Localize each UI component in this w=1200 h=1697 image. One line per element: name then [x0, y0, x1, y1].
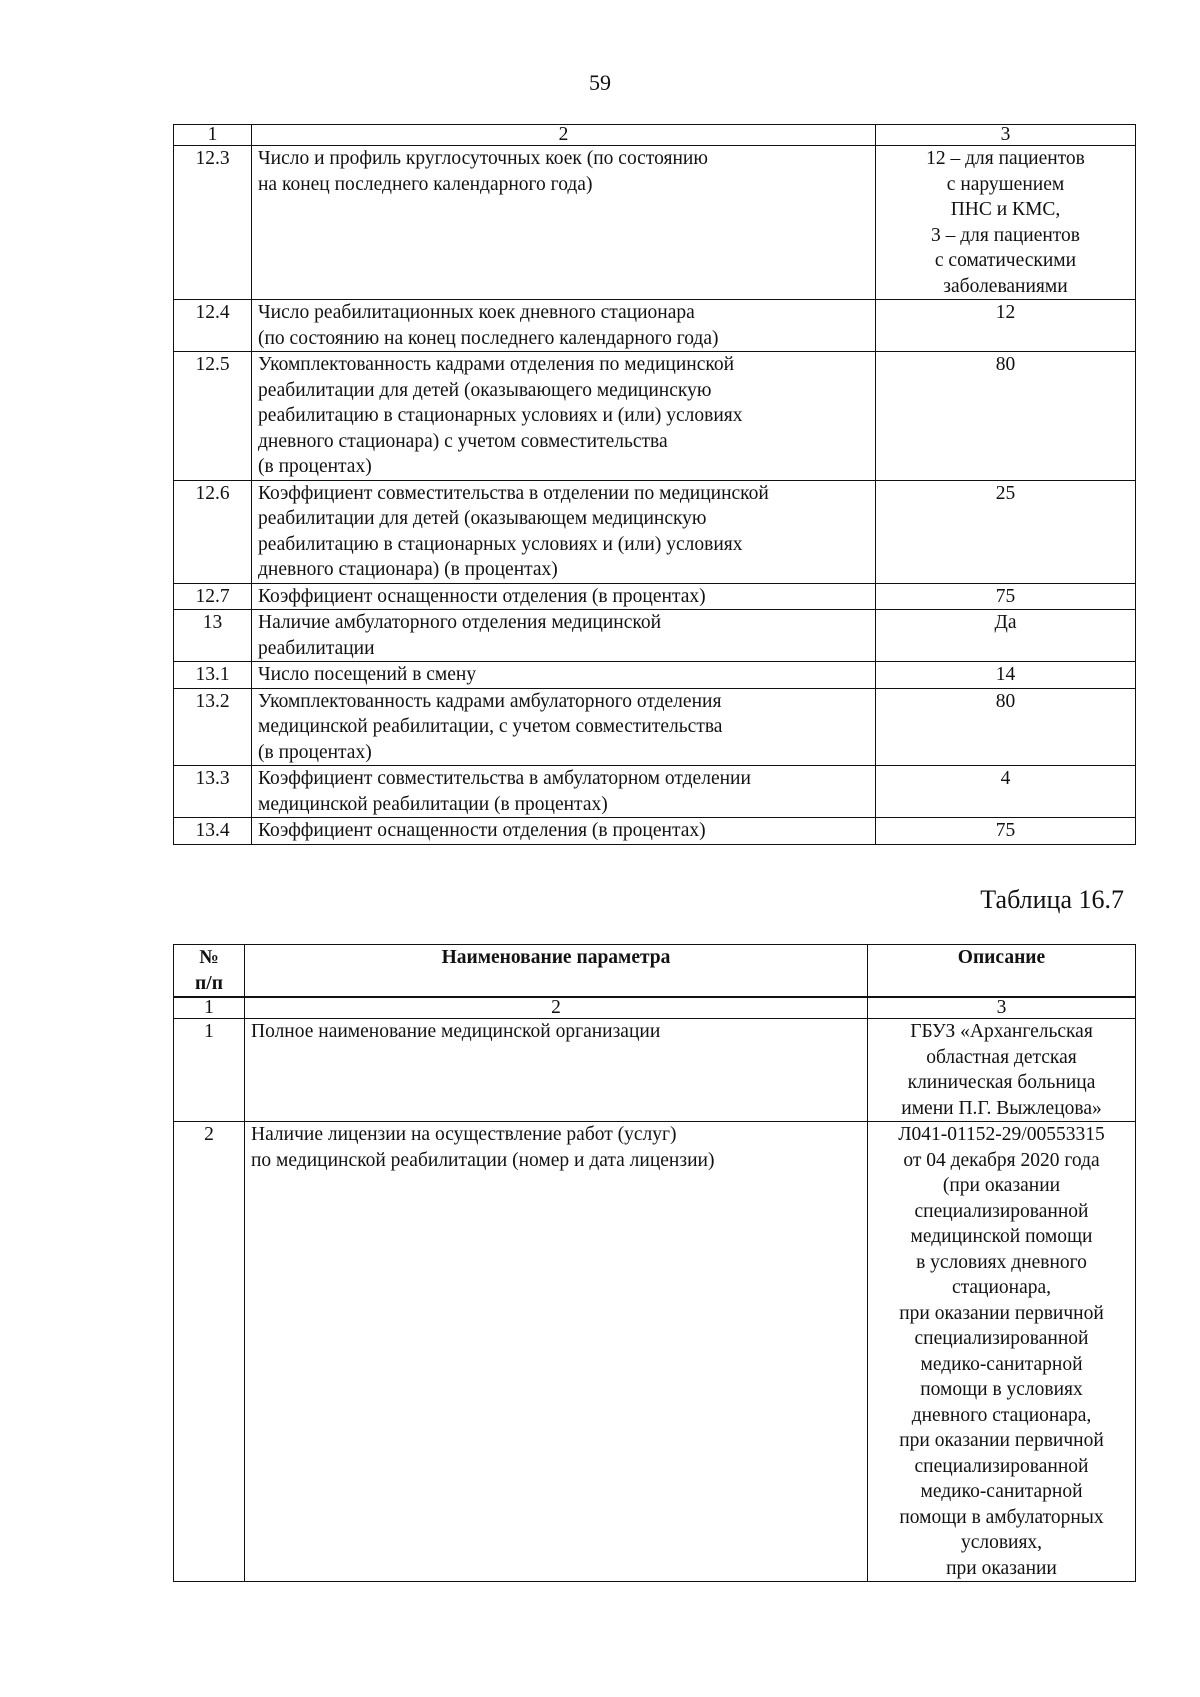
parameter-name: Число посещений в смену	[252, 662, 876, 689]
column-number: 2	[245, 998, 868, 1019]
parameter-name: Полное наименование медицинской организации	[245, 1019, 868, 1122]
row-number: 2	[174, 1122, 245, 1582]
parameter-value: 75	[876, 583, 1136, 610]
column-number: 3	[876, 125, 1136, 146]
row-number: 12.4	[174, 300, 252, 352]
row-number: 13.2	[174, 688, 252, 766]
table-row	[174, 352, 1136, 481]
header-number: № п/п	[174, 945, 245, 997]
parameter-name: Укомплектованность кадрами амбулаторного отделения медицинской реабилитации, с учетом совместительства (в процентах)	[252, 688, 876, 766]
table-row	[174, 766, 1136, 818]
parameter-name: Коэффициент оснащенности отделения (в процентах)	[252, 818, 876, 845]
column-numbers-row	[174, 125, 1136, 146]
parameter-value: 75	[876, 818, 1136, 845]
row-number: 13.3	[174, 766, 252, 818]
parameter-name: Наличие лицензии на осуществление работ (услуг) по медицинской реабилитации (номер и дата лицензии)	[245, 1122, 868, 1582]
table-row	[174, 1019, 1136, 1122]
parameter-name: Укомплектованность кадрами отделения по медицинской реабилитации для детей (оказывающего медицинскую реабилитацию в стационарных условиях и (или) условиях дневного стационара) с учетом совместительства (в процентах)	[252, 352, 876, 481]
parameters-table-continued	[173, 124, 1136, 845]
table-row	[174, 610, 1136, 662]
table-row	[174, 480, 1136, 583]
column-number: 1	[174, 125, 252, 146]
header-parameter-name: Наименование параметра	[245, 945, 868, 997]
column-number: 2	[252, 125, 876, 146]
row-number: 13	[174, 610, 252, 662]
table-header-row	[174, 945, 1136, 997]
parameter-value: 12	[876, 300, 1136, 352]
row-number: 12.6	[174, 480, 252, 583]
parameter-name: Коэффициент совместительства в отделении по медицинской реабилитации для детей (оказывающем медицинскую реабилитацию в стационарных условиях и (или) условиях дневного стационара) (в процентах)	[252, 480, 876, 583]
column-numbers-row	[174, 998, 1136, 1019]
parameter-value: 12 – для пациентов с нарушением ПНС и КМС, 3 – для пациентов с соматическими заболеваниями	[876, 146, 1136, 300]
row-number: 12.5	[174, 352, 252, 481]
table-row	[174, 662, 1136, 689]
parameter-value: 14	[876, 662, 1136, 689]
parameter-value: Да	[876, 610, 1136, 662]
parameter-value: 80	[876, 688, 1136, 766]
parameter-name: Число реабилитационных коек дневного стационара (по состоянию на конец последнего календарного года)	[252, 300, 876, 352]
table-row	[174, 1122, 1136, 1582]
table-row	[174, 688, 1136, 766]
row-number: 13.1	[174, 662, 252, 689]
table-row	[174, 818, 1136, 845]
table-caption: Таблица 16.7	[980, 885, 1124, 914]
parameter-description: ГБУЗ «Архангельская областная детская клиническая больница имени П.Г. Выжлецова»	[868, 1019, 1136, 1122]
page-number: 59	[589, 70, 611, 95]
parameter-value: 80	[876, 352, 1136, 481]
row-number: 1	[174, 1019, 245, 1122]
header-description: Описание	[868, 945, 1136, 997]
parameter-description: Л041-01152-29/00553315 от 04 декабря 2020 года (при оказании специализированной медицинской помощи в условиях дневного стационара, при оказании первичной специализированной медико-санитарной помощи в условиях дневного стационара, при оказании первичной специализированной медико-санитарной помощи в амбулаторных условиях, при оказании	[868, 1122, 1136, 1582]
parameters-table	[173, 997, 1136, 1582]
parameter-value: 25	[876, 480, 1136, 583]
parameters-table-head	[173, 944, 1136, 997]
parameter-name: Число и профиль круглосуточных коек (по состоянию на конец последнего календарного года)	[252, 146, 876, 300]
table-row	[174, 583, 1136, 610]
parameter-value: 4	[876, 766, 1136, 818]
column-number: 1	[174, 998, 245, 1019]
parameter-name: Наличие амбулаторного отделения медицинской реабилитации	[252, 610, 876, 662]
row-number: 12.7	[174, 583, 252, 610]
column-number: 3	[868, 998, 1136, 1019]
table-row	[174, 300, 1136, 352]
parameter-name: Коэффициент совместительства в амбулаторном отделении медицинской реабилитации (в процентах)	[252, 766, 876, 818]
table-row	[174, 146, 1136, 300]
row-number: 12.3	[174, 146, 252, 300]
row-number: 13.4	[174, 818, 252, 845]
parameter-name: Коэффициент оснащенности отделения (в процентах)	[252, 583, 876, 610]
